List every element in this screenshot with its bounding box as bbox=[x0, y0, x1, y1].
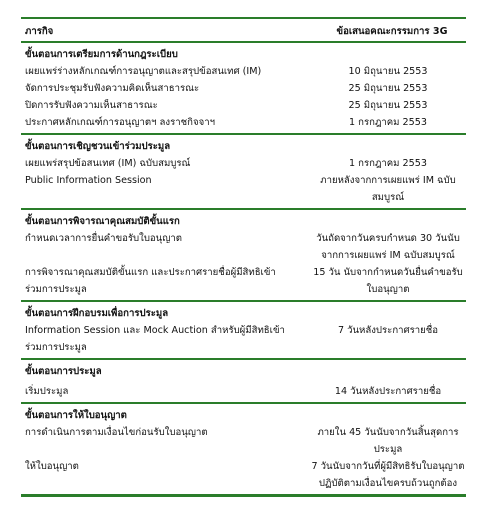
schedule-table bbox=[21, 17, 466, 497]
section-title: ขั้นตอนการเชิญชวนเข้าร่วมประมูล bbox=[25, 141, 171, 152]
task-cell: เผยแพร่สรุปข้อสนเทศ (IM) ฉบับสมบูรณ์ bbox=[25, 158, 191, 169]
date-cell: 25 มิถุนายน 2553 bbox=[348, 83, 428, 94]
date-line: 7 วันนับจากวันที่ผู้มีสิทธิรับใบอนุญาต bbox=[311, 461, 465, 472]
date-line: 15 วัน นับจากกำหนดวันยื่นคำขอรับ bbox=[313, 267, 463, 278]
date-line: ภายใน 45 วันนับจากวันสิ้นสุดการ bbox=[317, 427, 459, 438]
header-task: ภารกิจ bbox=[25, 26, 54, 37]
table-row bbox=[21, 172, 466, 206]
section-licensing bbox=[21, 404, 466, 497]
date-line: ประมูล bbox=[373, 444, 403, 455]
date-cell bbox=[310, 264, 466, 298]
date-line: ปฏิบัติตามเงื่อนไขครบถ้วนถูกต้อง bbox=[318, 478, 458, 489]
date-cell: 14 วันหลังประกาศรายชื่อ bbox=[334, 386, 442, 397]
table-row bbox=[21, 458, 466, 492]
date-line: สมบูรณ์ bbox=[371, 192, 405, 203]
table-row bbox=[21, 322, 466, 356]
date-cell: 1 กรกฎาคม 2553 bbox=[349, 117, 427, 128]
table-row bbox=[21, 63, 466, 80]
task-line: Information Session และ Mock Auction สำหรับผู้มีสิทธิเข้า bbox=[25, 325, 285, 336]
section-auction bbox=[21, 360, 466, 404]
section-title: ขั้นตอนการฝึกอบรมเพื่อการประมูล bbox=[25, 308, 169, 319]
table-row bbox=[21, 383, 466, 400]
section-title: ขั้นตอนการประมูล bbox=[25, 366, 102, 377]
date-line: จากการเผยแพร่ IM ฉบับสมบูรณ์ bbox=[321, 250, 455, 261]
table-row bbox=[21, 80, 466, 97]
table-row bbox=[21, 97, 466, 114]
date-line: ภายหลังจากการเผยแพร่ IM ฉบับ bbox=[320, 175, 456, 186]
date-cell bbox=[310, 230, 466, 264]
date-cell bbox=[310, 172, 466, 206]
task-line: ร่วมการประมูล bbox=[25, 342, 87, 353]
section-title: ขั้นตอนการพิจารณาคุณสมบัติขั้นแรก bbox=[25, 216, 180, 227]
task-cell: ปิดการรับฟังความเห็นสาธารณะ bbox=[25, 100, 158, 111]
date-cell bbox=[310, 424, 466, 458]
date-cell bbox=[310, 458, 466, 492]
date-cell: 25 มิถุนายน 2553 bbox=[348, 100, 428, 111]
task-cell bbox=[21, 322, 310, 356]
date-cell: 10 มิถุนายน 2553 bbox=[348, 66, 428, 77]
task-cell: กำหนดเวลาการยื่นคำขอรับใบอนุญาต bbox=[25, 233, 183, 244]
date-line: ใบอนุญาต bbox=[366, 284, 410, 295]
date-line: วันถัดจากวันครบกำหนด 30 วันนับ bbox=[316, 233, 460, 244]
section-regulatory-prep bbox=[21, 43, 466, 135]
task-cell: เผยแพร่ร่างหลักเกณฑ์การอนุญาตและสรุปข้อสนเทศ (IM) bbox=[25, 66, 262, 77]
table-row bbox=[21, 424, 466, 458]
task-cell: ให้ใบอนุญาต bbox=[25, 461, 79, 472]
task-cell: จัดการประชุมรับฟังความคิดเห็นสาธารณะ bbox=[25, 83, 200, 94]
table-header bbox=[21, 17, 466, 43]
task-line: การพิจารณาคุณสมบัติขั้นแรก และประกาศรายชื่อผู้มีสิทธิเข้า bbox=[25, 267, 276, 278]
header-proposal: ข้อเสนอคณะกรรมการ 3G bbox=[336, 26, 448, 37]
task-cell bbox=[21, 264, 310, 298]
task-cell: ประกาศหลักเกณฑ์การอนุญาตฯ ลงราชกิจจาฯ bbox=[25, 117, 215, 128]
section-training bbox=[21, 302, 466, 360]
task-cell: Public Information Session bbox=[25, 175, 152, 186]
section-invitation bbox=[21, 135, 466, 210]
table-row bbox=[21, 230, 466, 264]
task-line: ร่วมการประมูล bbox=[25, 284, 87, 295]
task-cell: การดำเนินการตามเงื่อนไขก่อนรับใบอนุญาต bbox=[25, 427, 208, 438]
table-row bbox=[21, 264, 466, 298]
date-cell: 1 กรกฎาคม 2553 bbox=[349, 158, 427, 169]
section-title: ขั้นตอนการให้ใบอนุญาต bbox=[25, 410, 127, 421]
section-title: ขั้นตอนการเตรียมการด้านกฎระเบียบ bbox=[25, 49, 178, 60]
table-row bbox=[21, 155, 466, 172]
date-cell: 7 วันหลังประกาศรายชื่อ bbox=[337, 325, 439, 336]
table-row bbox=[21, 114, 466, 131]
task-cell: เริ่มประมูล bbox=[25, 386, 69, 397]
section-qualification bbox=[21, 210, 466, 302]
